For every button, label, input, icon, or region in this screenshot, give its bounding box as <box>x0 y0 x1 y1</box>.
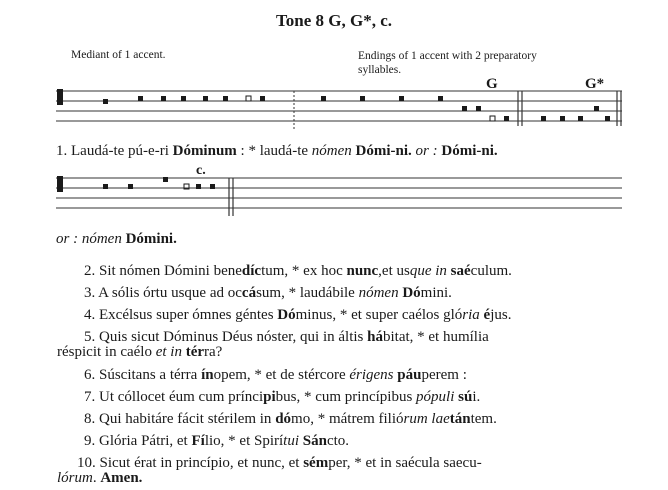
verse-5-continued <box>57 344 222 361</box>
lyric-text: : * laudá-te <box>236 143 312 159</box>
verse-text: 9. Glória Pátri, et <box>84 433 192 449</box>
verse-italic: érigens <box>349 367 394 383</box>
ending-gstar-label: G* <box>585 76 605 92</box>
verse-text: bus, * cum princípibus <box>275 389 417 405</box>
verse-text: culum. <box>470 263 512 279</box>
verse-text: bitat, * et humília <box>382 329 489 345</box>
verse-9 <box>84 433 349 450</box>
verse-text: 5. Quis sicut Dóminus Déus nóster, qui in áltis <box>84 329 368 345</box>
verse-7 <box>84 389 480 406</box>
verse-accent: Sán <box>302 433 327 449</box>
verse-accent: Dó <box>277 307 296 323</box>
lyric-text: 1. Laudá-te pú-e-ri <box>56 143 173 159</box>
verse-italic: rum lae <box>403 411 450 427</box>
lyrics-line-1 <box>56 143 498 160</box>
verse-accent: saé <box>450 263 471 279</box>
clef-mark <box>57 89 63 105</box>
lyric-accent: Dómi-ni. <box>355 143 412 159</box>
verse-accent: ín <box>201 367 214 383</box>
verse-accent: Dó <box>402 285 421 301</box>
verse-accent: sú <box>458 389 473 405</box>
verse-italic: que in <box>409 263 451 279</box>
lyric-accent: Dómini. <box>125 231 177 247</box>
verse-text: 7. Ut cóllocet éum cum prínci <box>84 389 264 405</box>
verse-accent: cá <box>241 285 257 301</box>
verse-text: 4. Excélsus super ómnes géntes <box>84 307 278 323</box>
lyric-accent: Dómi-ni. <box>441 143 498 159</box>
verse-italic: lórum <box>57 470 93 486</box>
verse-accent: dó <box>275 411 292 427</box>
verse-10-continued <box>57 470 142 487</box>
verse-accent: tér <box>185 344 205 360</box>
verse-italic: ria <box>462 307 480 323</box>
verse-italic: tui <box>283 433 300 449</box>
verse-8 <box>84 411 497 428</box>
page-title: Tone 8 G, G*, c. <box>275 11 393 30</box>
staff-2 <box>56 178 622 216</box>
verse-4 <box>84 307 511 324</box>
verse-text: jus. <box>490 307 512 323</box>
verse-text: per, * et in saécula saecu- <box>328 455 482 471</box>
verse-accent: sém <box>303 455 329 471</box>
lyrics-line-2 <box>56 231 177 248</box>
verse-accent: Amen. <box>100 470 143 486</box>
verse-accent: tán <box>449 411 471 427</box>
verse-text: 6. Súscitans a térra <box>84 367 202 383</box>
verse-text: i. <box>472 389 481 405</box>
verse-accent: pi <box>263 389 276 405</box>
lyric-italic: or : nómen <box>56 231 126 247</box>
lyric-italic: or : <box>411 143 442 159</box>
verse-text: 2. Sit nómen Dómini bene <box>84 263 242 279</box>
verse-text: ra? <box>204 344 223 360</box>
verse-accent: há <box>367 329 383 345</box>
verse-text: réspicit in caélo <box>57 344 156 360</box>
staff-1-notes <box>57 89 610 121</box>
verse-text: lio, * et Spirí <box>204 433 284 449</box>
verse-text: tem. <box>470 411 497 427</box>
ending-c-label: c. <box>196 163 206 178</box>
verse-text: 8. Qui habitáre fácit stérilem in <box>84 411 276 427</box>
verse-text: sum, * laudábile <box>256 285 359 301</box>
endings-label-line1: Endings of 1 accent with 2 preparatory <box>358 50 537 62</box>
verse-text: 10. Sicut érat in princípio, et nunc, et <box>77 455 304 471</box>
verse-accent: Fí <box>191 433 205 449</box>
verse-italic: et in <box>155 344 182 360</box>
verse-6 <box>84 367 467 384</box>
verse-text: mo, * mátrem filió <box>291 411 404 427</box>
verse-text: mini. <box>420 285 452 301</box>
lyric-accent: Dóminum <box>172 143 237 159</box>
verse-italic: nómen <box>358 285 399 301</box>
endings-label-line2: syllables. <box>358 64 402 76</box>
lyric-italic: nómen <box>311 143 352 159</box>
verse-text: perem : <box>421 367 467 383</box>
verse-2 <box>84 263 512 280</box>
verse-text: minus, * et super caélos gló <box>295 307 463 323</box>
verse-accent: díc <box>241 263 262 279</box>
verse-accent: é <box>483 307 491 323</box>
verse-3 <box>84 285 452 302</box>
verse-text: opem, * et de stércore <box>213 367 350 383</box>
verse-italic: pópuli <box>416 389 455 405</box>
verse-text: 3. A sólis órtu usque ad oc <box>84 285 242 301</box>
verse-accent: nunc <box>346 263 379 279</box>
verse-text: ,et us <box>378 263 410 279</box>
verse-text: . <box>92 470 101 486</box>
mediant-label: Mediant of 1 accent. <box>71 49 166 61</box>
ending-g-label: G <box>486 76 498 92</box>
verse-text: cto. <box>326 433 350 449</box>
verse-accent: páu <box>397 367 422 383</box>
verse-text: tum, * ex hoc <box>261 263 347 279</box>
